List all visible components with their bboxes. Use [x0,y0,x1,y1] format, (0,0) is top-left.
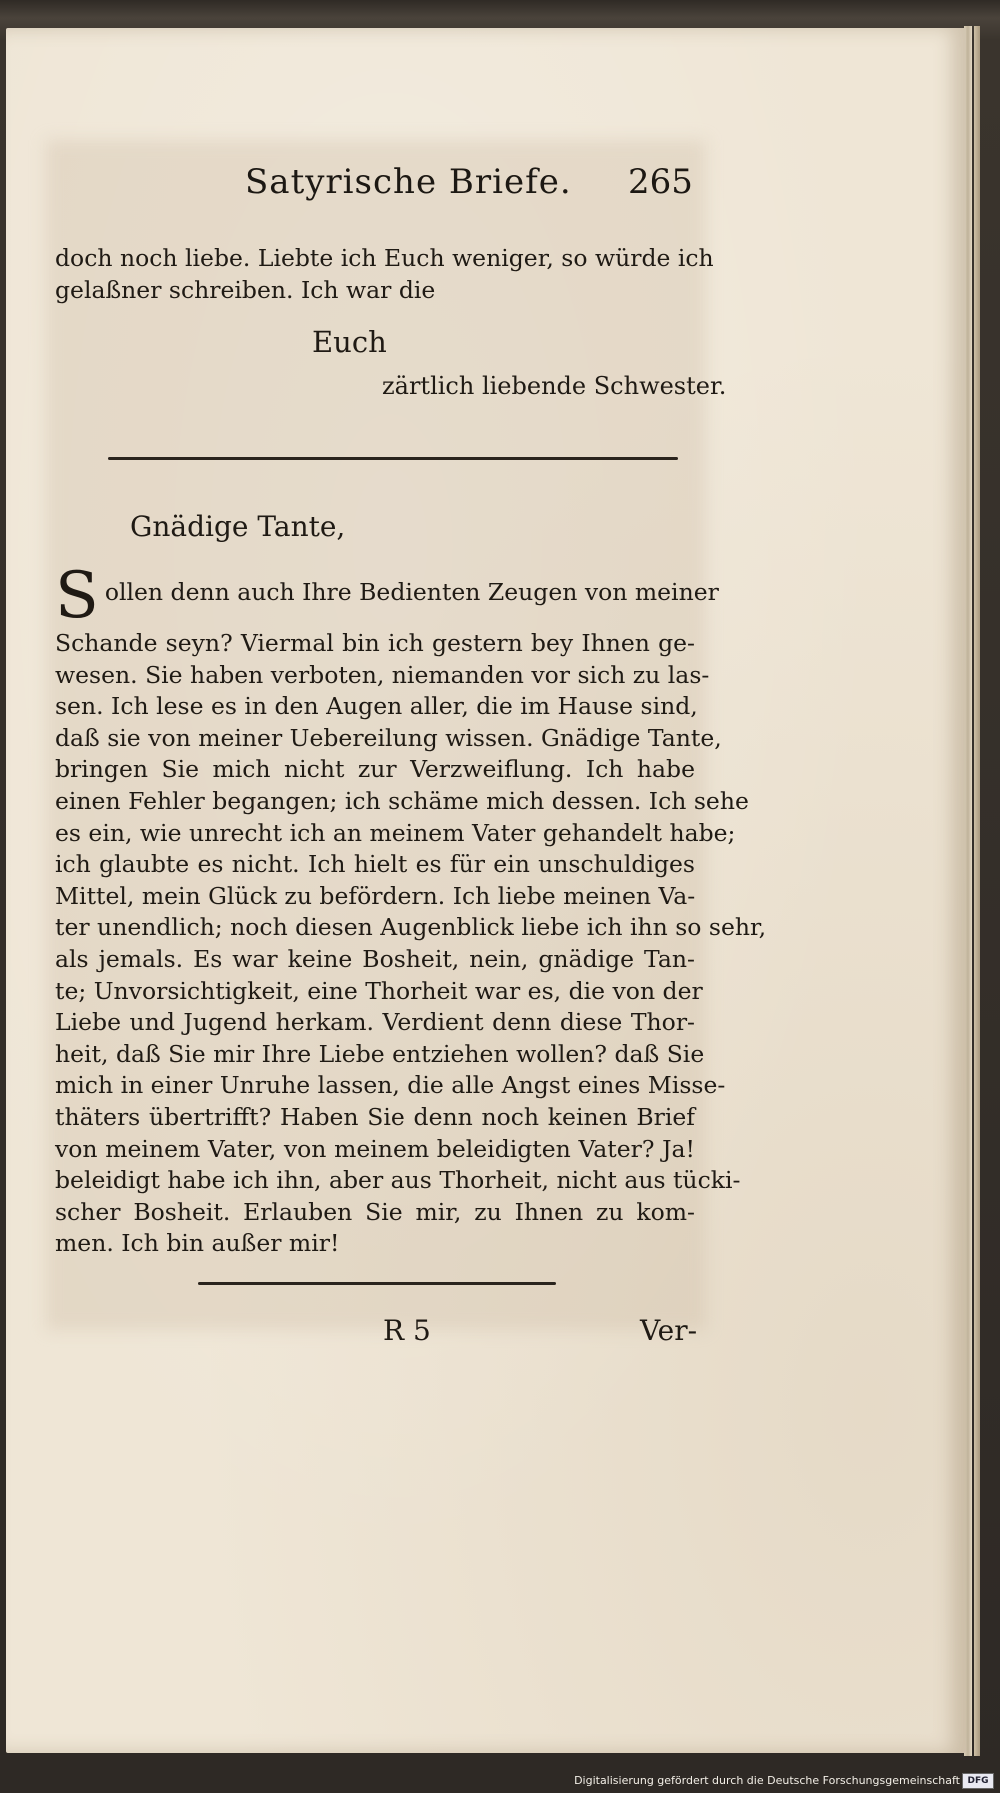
text-line: sen. Ich lese es in den Augen aller, die im Hause sind, [55,692,698,721]
page-header [0,162,1000,212]
signature-mark: R 5 [383,1314,431,1347]
section-rule [198,1282,556,1285]
text-line: daß sie von meiner Uebereilung wissen. Gnädige Tante, [55,723,722,752]
dfg-logo: DFG [962,1773,994,1789]
text-line: thäters übertrifft? Haben Sie denn noch keinen Brief [55,1102,695,1131]
text-line: mich in einer Unruhe lassen, die alle Angst eines Misse- [55,1071,726,1100]
page-number: 265 [628,162,693,202]
digitization-credit: Digitalisierung gefördert durch die Deutsche Forschungsgemeinschaft [574,1774,960,1787]
drop-cap: S [55,559,99,633]
page-edge [974,26,980,1756]
text-line: ollen denn auch Ihre Bedienten Zeugen von meiner [104,578,719,606]
text-line: doch noch liebe. Liebte ich Euch weniger, so würde ich [55,244,714,272]
first-paragraph-line [55,559,719,633]
text-line: als jemals. Es war keine Bosheit, nein, gnädige Tan- [55,944,695,973]
text-line: gelaßner schreiben. Ich war die [55,275,436,304]
salutation: Gnädige Tante, [130,510,346,543]
text-line: Liebe und Jugend herkam. Verdient denn diese Thor- [55,1008,695,1037]
text-line: ter unendlich; noch diesen Augenblick liebe ich ihn so sehr, [55,913,767,942]
text-line: heit, daß Sie mir Ihre Liebe entziehen wollen? daß Sie [55,1039,705,1068]
text-line: scher Bosheit. Erlauben Sie mir, zu Ihnen zu kom- [55,1197,695,1226]
section-rule [108,457,678,460]
text-line: ich glaubte es nicht. Ich hielt es für ein unschuldiges [55,850,695,879]
text-line: Mittel, mein Glück zu befördern. Ich liebe meinen Va- [55,881,696,910]
text-line: bringen Sie mich nicht zur Verzweiflung. Ich habe [55,755,695,784]
closing-signature: zärtlich liebende Schwester. [382,372,727,400]
text-line: te; Unvorsichtigkeit, eine Thorheit war es, die von der [55,976,703,1005]
text-line: von meinem Vater, von meinem beleidigten Vater? Ja! [55,1134,695,1163]
letter-body [55,559,767,1260]
text-line: beleidigt habe ich ihn, aber aus Thorheit, nicht aus tücki- [55,1166,741,1195]
previous-letter-end [55,243,714,306]
text-line: wesen. Sie haben verboten, niemanden vor sich zu las- [55,660,710,689]
text-line: einen Fehler begangen; ich schäme mich dessen. Ich sehe [55,786,749,815]
running-title: Satyrische Briefe. [245,162,572,202]
text-line: es ein, wie unrecht ich an meinem Vater gehandelt habe; [55,818,736,847]
catchword: Ver- [640,1314,698,1347]
closing-line: Euch [312,325,387,359]
text-line: men. Ich bin außer mir! [55,1229,340,1258]
text-line: Schande seyn? Viermal bin ich gestern bey Ihnen ge- [55,629,695,657]
